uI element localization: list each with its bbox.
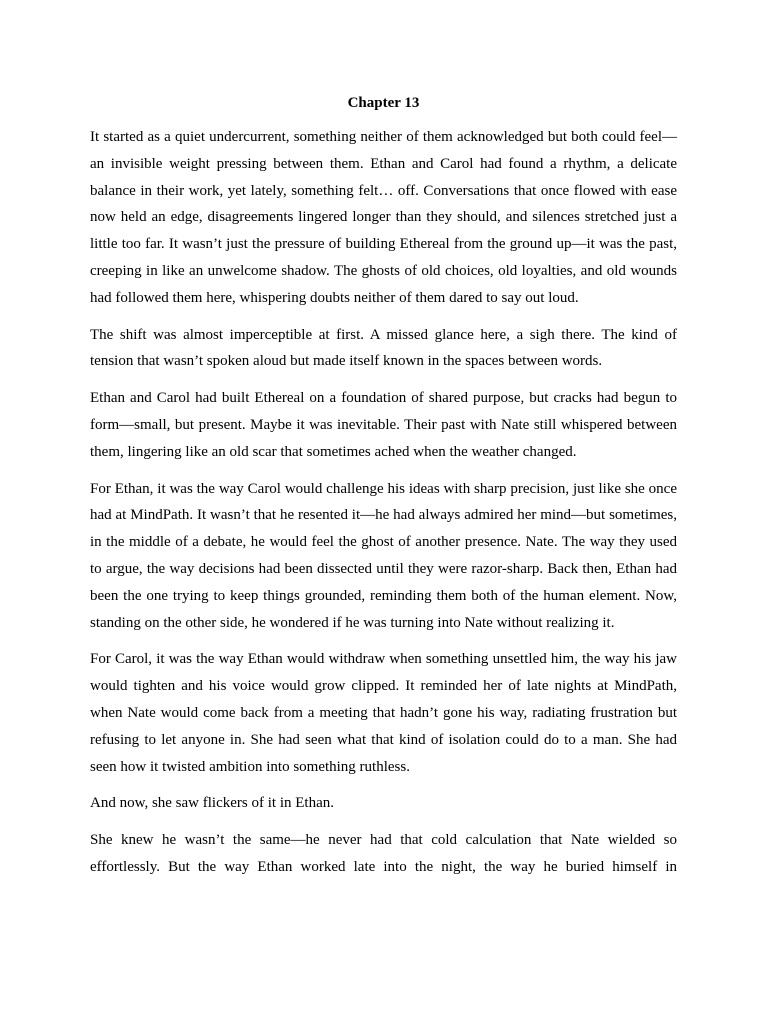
paragraph: It started as a quiet undercurrent, something neither of them acknowledged but both could feel—an invisible weight pressing between them. Ethan and Carol had found a rhythm, a delicate balance in their work, yet lately, something felt… off. Conversations that once flowed with ease now held an edge, disagreements lingered longer than they should, and silences stretched just a little too far. It wasn’t just the pressure of building Ethereal from the ground up—it was the past, creeping in like an unwelcome shadow. The ghosts of old choices, old loyalties, and old wounds had followed them here, whispering doubts neither of them dared to say out loud. — [90, 129, 677, 306]
paragraph: And now, she saw flickers of it in Ethan. — [90, 795, 334, 812]
paragraph: For Ethan, it was the way Carol would challenge his ideas with sharp precision, just like she once had at MindPath. It wasn’t that he resented it—he had always admired her mind—but sometimes, in the middle of a debate, he would feel the ghost of another presence. Nate. The way they used to argue, the way decisions had been dissected until they were razor-sharp. Back then, Ethan had been the one trying to keep things grounded, reminding them both of the human element. Now, standing on the other side, he wondered if he was turning into Nate without realizing it. — [90, 480, 677, 631]
paragraph: Ethan and Carol had built Ethereal on a foundation of shared purpose, but cracks had begun to form—small, but present. Maybe it was inevitable. Their past with Nate still whispered between them, lingering like an old scar that sometimes ached when the weather changed. — [90, 390, 677, 460]
chapter-title: Chapter 13 — [347, 95, 420, 111]
paragraph: For Carol, it was the way Ethan would withdraw when something unsettled him, the way his jaw would tighten and his voice would grow clipped. It reminded her of late nights at MindPath, when Nate would come back from a meeting that hadn’t gone his way, radiating frustration but refusing to let anyone in. She had seen what that kind of isolation could do to a man. She had seen how it twisted ambition into something ruthless. — [90, 651, 677, 775]
paragraph: The shift was almost imperceptible at first. A missed glance here, a sigh there. The kind of tension that wasn’t spoken aloud but made itself known in the spaces between words. — [90, 326, 677, 370]
document-page — [90, 92, 677, 891]
paragraph: She knew he wasn’t the same—he never had that cold calculation that Nate wielded so effortlessly. But the way Ethan worked late into the night, the way he buried himself in — [90, 832, 677, 875]
